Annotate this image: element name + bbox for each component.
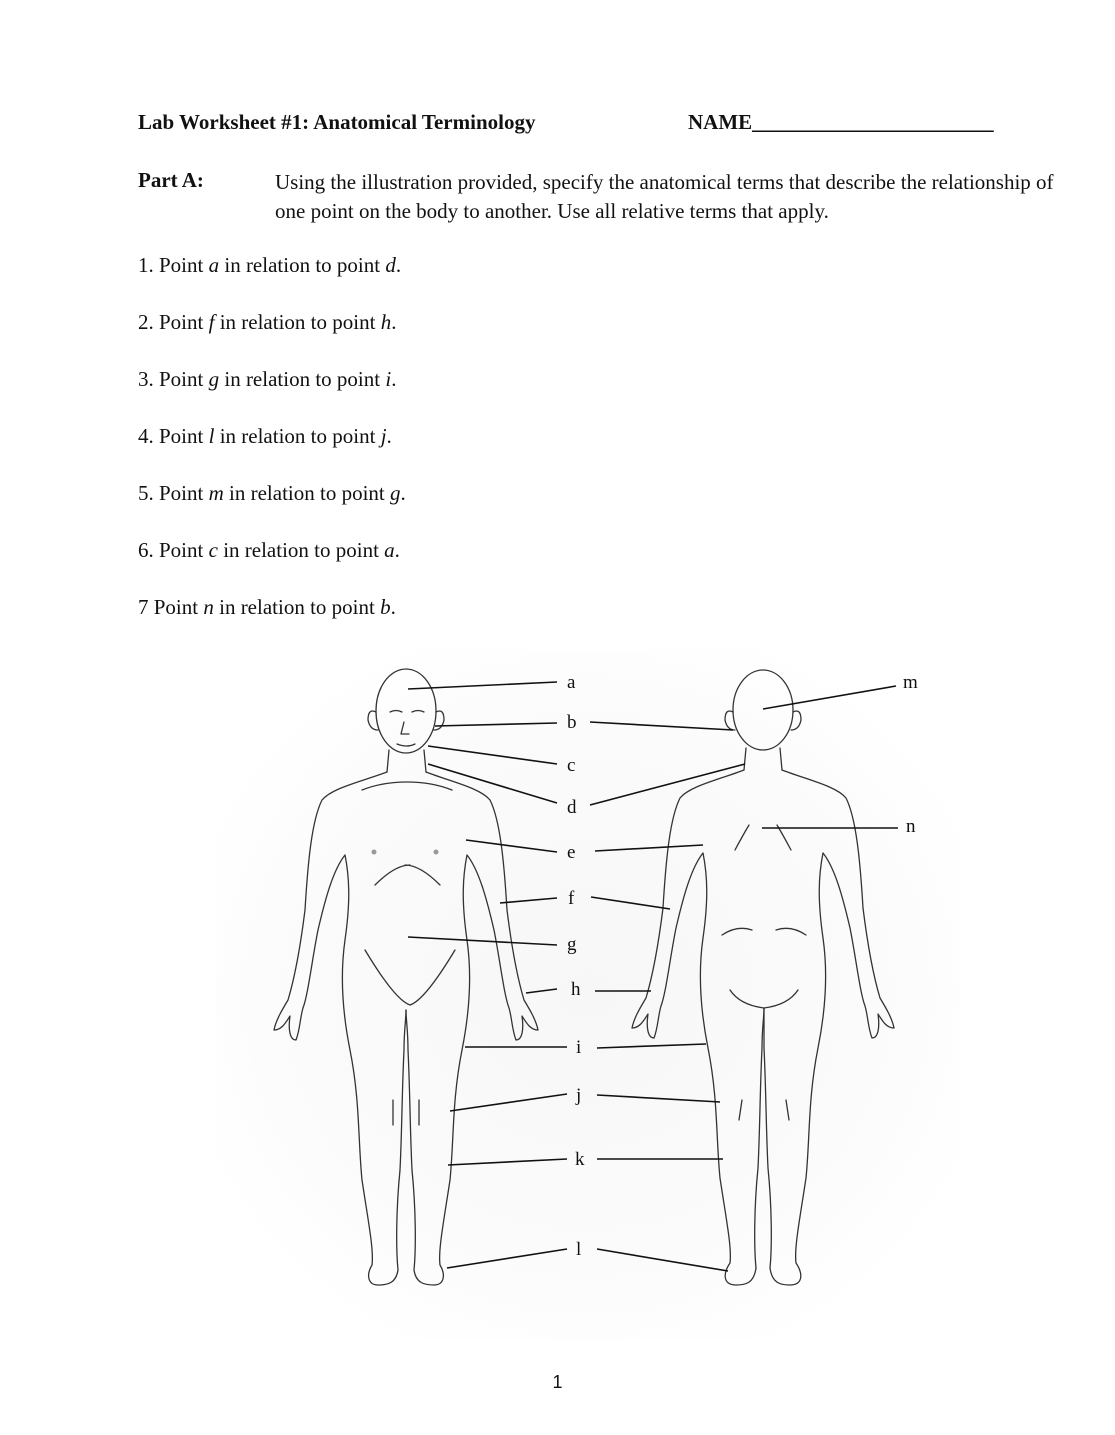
question-3: 3. Point g in relation to point i.: [138, 367, 397, 391]
label-h: h: [571, 979, 581, 1000]
label-m: m: [903, 672, 918, 693]
question-1: 1. Point a in relation to point d.: [138, 253, 402, 277]
question-6: 6. Point c in relation to point a.: [138, 538, 400, 562]
label-e: e: [567, 842, 576, 863]
worksheet-title: Lab Worksheet #1: Anatomical Terminology: [138, 110, 536, 134]
label-g: g: [567, 934, 577, 955]
posterior-body: [632, 670, 894, 1285]
label-i: i: [576, 1037, 582, 1058]
label-n: n: [906, 816, 916, 837]
label-a: a: [567, 672, 576, 693]
label-d: d: [567, 797, 577, 818]
part-a-label: Part A:: [138, 168, 204, 192]
anterior-body: [274, 669, 538, 1285]
question-4: 4. Point l in relation to point j.: [138, 424, 392, 448]
name-field[interactable]: NAME_______________________: [688, 110, 994, 134]
label-l: l: [576, 1239, 582, 1260]
label-k: k: [575, 1149, 585, 1170]
label-c: c: [567, 755, 576, 776]
leader-lines: [408, 682, 898, 1271]
question-7: 7 Point n in relation to point b.: [138, 595, 396, 619]
question-2: 2. Point f in relation to point h.: [138, 310, 397, 334]
page-number: 1: [552, 1372, 563, 1392]
label-b: b: [567, 712, 577, 733]
label-f: f: [568, 888, 575, 909]
part-a-instructions: Using the illustration provided, specify the anatomical terms that describe the relationship of one point on the body to another. Use all relative terms that apply.: [275, 170, 1054, 223]
question-5: 5. Point m in relation to point g.: [138, 481, 406, 505]
label-j: j: [576, 1085, 582, 1106]
